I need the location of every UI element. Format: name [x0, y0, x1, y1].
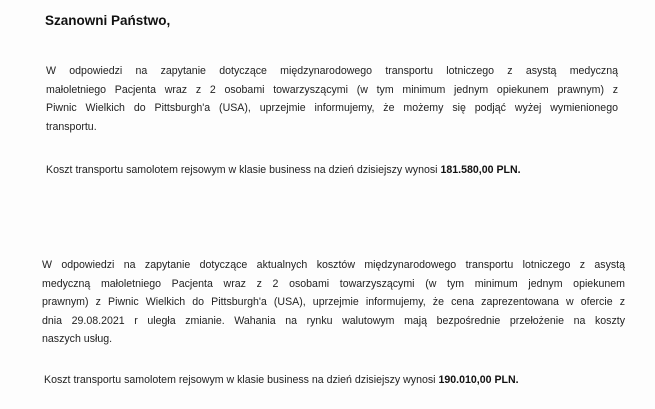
- letter1-cost: [46, 164, 521, 176]
- letter2-paragraph: [42, 256, 625, 349]
- letter1-line: W odpowiedzi na zapytanie dotyczące międzynarodowego transportu lotniczego z asystą medyczną: [46, 65, 618, 77]
- letter1-cost-text: Koszt transportu samolotem rejsowym w klasie business na dzień dzisiejszy wynosi: [46, 164, 441, 176]
- letter1-cost-amount: 181.580,00 PLN.: [440, 164, 521, 176]
- letter1-paragraph: [46, 62, 618, 136]
- letter2-cost-amount: 190.010,00 PLN.: [438, 374, 519, 386]
- letter2-line: naszych usług.: [42, 333, 113, 345]
- letter1-line: transportu.: [46, 120, 97, 133]
- greeting: Szanowni Państwo,: [45, 13, 171, 28]
- letter1-line: Piwnic Wielkich do Pittsburgh'a (USA), uprzejmie informujemy, że możemy się podjąć wyżej wymienionego: [46, 102, 618, 114]
- letter1-line: małoletniego Pacjenta wraz z 2 osobami towarzyszącymi (w tym minimum jednym opiekunem prawnym) z: [46, 83, 618, 96]
- letter2-line: medyczną małoletniego Pacjenta wraz z 2 osobami towarzyszącymi (w tym minimum jednym opiekunem: [42, 277, 625, 290]
- letter2-line: prawnym) z Piwnic Wielkich do Pittsburgh'a (USA), uprzejmie informujemy, że cena zaprezentowana w ofercie z: [42, 296, 625, 308]
- letter2-line: W odpowiedzi na zapytanie dotyczące aktualnych kosztów międzynarodowego transportu lotniczego z asystą: [42, 259, 625, 271]
- letter2-cost-text: Koszt transportu samolotem rejsowym w klasie business na dzień dzisiejszy wynosi: [44, 374, 439, 386]
- letter2-cost: [44, 374, 519, 386]
- letter2-line: dnia 29.08.2021 r uległa zmianie. Wahania na rynku walutowym mają bezpośrednie przełożenie na koszty: [42, 314, 625, 327]
